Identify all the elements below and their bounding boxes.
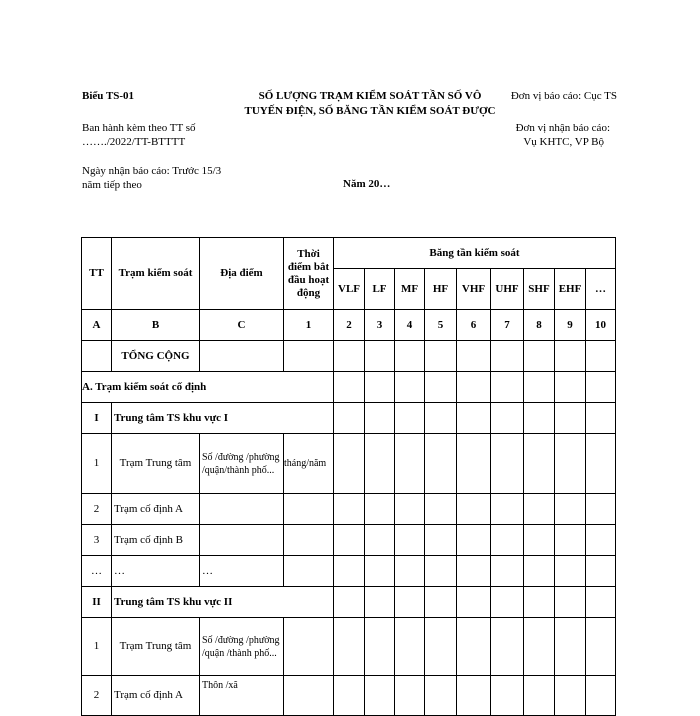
reporting-unit: Đơn vị báo cáo: Cục TS — [510, 90, 617, 102]
band-header: EHF — [555, 269, 586, 310]
index-cell: B — [112, 310, 200, 341]
index-cell: 7 — [491, 310, 524, 341]
header-row-1 — [82, 238, 616, 269]
col-station-header: Trạm kiểm soát — [112, 238, 200, 310]
region-label: Trung tâm TS khu vực II — [112, 587, 334, 618]
row-tt: 2 — [82, 676, 112, 716]
index-cell: C — [200, 310, 284, 341]
col-location-header: Địa điểm — [200, 238, 284, 310]
row-station: Trạm cố định B — [112, 525, 200, 556]
row-location: Số /đường /phường /quận /thành phố... — [200, 618, 284, 676]
index-cell: A — [82, 310, 112, 341]
col-bands-header: Băng tần kiểm soát — [334, 238, 616, 269]
row-station: … — [112, 556, 200, 587]
row-start — [284, 494, 334, 525]
band-header: SHF — [524, 269, 555, 310]
title-line1: SỐ LƯỢNG TRẠM KIỂM SOÁT TẦN SỐ VÔ — [258, 90, 482, 102]
row-tt: 3 — [82, 525, 112, 556]
col-start-header: Thời điểm bắt đầu hoạt động — [284, 238, 334, 310]
row-tt: 1 — [82, 434, 112, 494]
row-station: Trạm cố định A — [112, 676, 200, 716]
row-station: Trạm Trung tâm — [112, 434, 200, 494]
table-row — [82, 494, 616, 525]
receive-date-line1: Ngày nhận báo cáo: Trước 15/3 — [82, 165, 222, 177]
index-row — [82, 310, 616, 341]
row-tt: … — [82, 556, 112, 587]
row-start: tháng/năm — [284, 434, 334, 494]
index-cell: 4 — [395, 310, 425, 341]
table-row — [82, 556, 616, 587]
total-row — [82, 341, 616, 372]
table-row — [82, 676, 616, 716]
row-location: Thôn /xã — [200, 676, 284, 716]
row-start — [284, 525, 334, 556]
row-tt: 2 — [82, 494, 112, 525]
index-cell: 8 — [524, 310, 555, 341]
band-header: MF — [395, 269, 425, 310]
table-row — [82, 525, 616, 556]
region-number: I — [82, 403, 112, 434]
region-row — [82, 403, 616, 434]
receive-date-line2: năm tiếp theo — [82, 179, 142, 191]
row-start — [284, 556, 334, 587]
monitoring-stations-table — [81, 237, 616, 716]
row-tt: 1 — [82, 618, 112, 676]
row-station: Trạm cố định A — [112, 494, 200, 525]
total-label: TỔNG CỘNG — [112, 341, 200, 372]
row-start — [284, 676, 334, 716]
region-label: Trung tâm TS khu vực I — [112, 403, 334, 434]
index-cell: 10 — [586, 310, 616, 341]
title-line2: TUYẾN ĐIỆN, SỐ BĂNG TẦN KIỂM SOÁT ĐƯỢC — [244, 105, 496, 117]
row-location — [200, 525, 284, 556]
band-header: … — [586, 269, 616, 310]
index-cell: 2 — [334, 310, 365, 341]
band-header: HF — [425, 269, 457, 310]
index-cell: 5 — [425, 310, 457, 341]
index-cell: 9 — [555, 310, 586, 341]
row-location — [200, 494, 284, 525]
row-location: Số /đường /phường /quận/thành phố... — [200, 434, 284, 494]
index-cell: 3 — [365, 310, 395, 341]
band-header: UHF — [491, 269, 524, 310]
region-number: II — [82, 587, 112, 618]
section-row — [82, 372, 616, 403]
form-code: Biểu TS-01 — [82, 90, 135, 102]
table-row — [82, 618, 616, 676]
band-header: VHF — [457, 269, 491, 310]
row-station: Trạm Trung tâm — [112, 618, 200, 676]
row-location: … — [200, 556, 284, 587]
region-row — [82, 587, 616, 618]
table-row — [82, 434, 616, 494]
issued-line1: Ban hành kèm theo TT số — [82, 122, 196, 134]
issued-line2: ……./2022/TT-BTTTT — [82, 136, 186, 148]
band-header: VLF — [334, 269, 365, 310]
report-title — [230, 89, 510, 119]
report-year: Năm 20… — [343, 178, 391, 190]
section-a-label: A. Trạm kiểm soát cố định — [82, 372, 334, 403]
col-tt-header: TT — [82, 238, 112, 310]
index-cell: 6 — [457, 310, 491, 341]
band-header: LF — [365, 269, 395, 310]
receiving-unit-line2: Vụ KHTC, VP Bộ — [523, 136, 604, 148]
index-cell: 1 — [284, 310, 334, 341]
receiving-unit-line1: Đơn vị nhận báo cáo: — [515, 122, 610, 134]
row-start — [284, 618, 334, 676]
